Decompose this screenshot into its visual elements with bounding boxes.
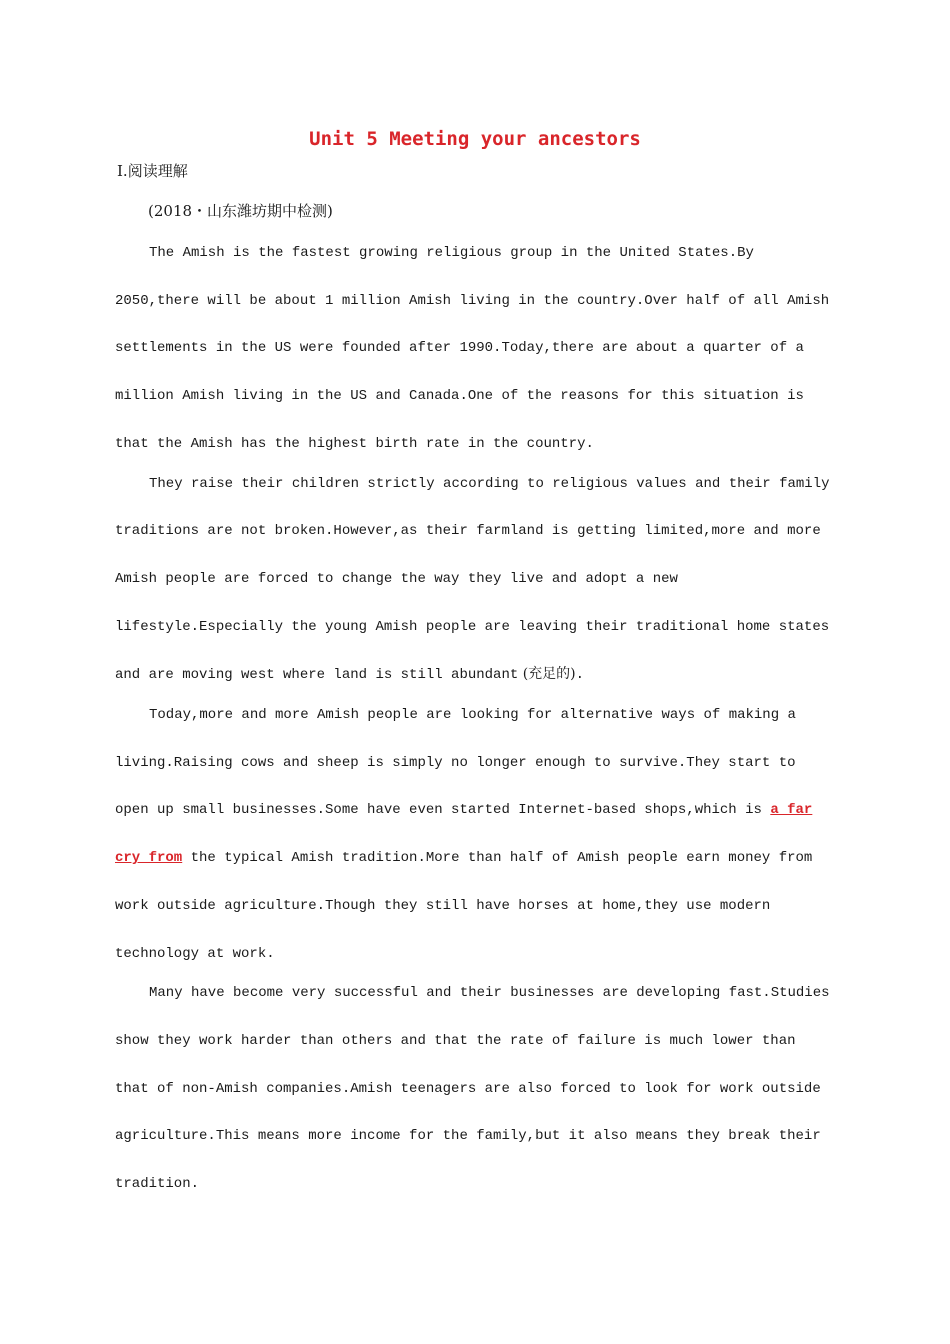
paragraph-2-text: They raise their children strictly according to religious values and their family traditions are not broken.However,as their farmland is getting limited,more and more Amish people are forced to change the way they live and adopt a new lifestyle.Especially the young Amish people are leaving their traditional home states and are moving west where land is still abundant <box>115 475 830 684</box>
paragraph-3 <box>115 692 835 978</box>
page-title: Unit 5 Meeting your ancestors <box>309 128 641 150</box>
paragraph-2 <box>115 461 835 701</box>
highlighted-phrase: a far cry from <box>115 802 813 867</box>
paragraph-2-end: . <box>575 667 585 684</box>
reading-passage <box>115 230 835 1201</box>
paragraph-3-before: Today,more and more Amish people are looking for alternative ways of making a living.Raising cows and sheep is simply no longer enough to survive.They start to open up small businesses.Some have even started Internet-based shops,which is <box>115 707 796 819</box>
paragraph-4: Many have become very successful and their businesses are developing fast.Studies show they work harder than others and that the rate of failure is much lower than that of non-Amish companies.Amish teenagers are also forced to look for work outside agriculture.This means more income for the family,but it also means they break their tradition. <box>115 985 830 1193</box>
section-heading: Ⅰ.阅读理解 <box>117 162 188 180</box>
paragraph-2-gloss: (充足的) <box>518 666 576 683</box>
paragraph-3-after: the typical Amish tradition.More than half of Amish people earn money from work outside agriculture.Though they still have horses at home,they use modern technology at work. <box>115 850 813 962</box>
paragraph-1: The Amish is the fastest growing religious group in the United States.By 2050,there will be about 1 million Amish living in the country.Over half of all Amish settlements in the US were founded after 1990.Today,there are about a quarter of a million Amish living in the US and Canada.One of the reasons for this situation is that the Amish has the highest birth rate in the country. <box>115 245 830 452</box>
source-note: (2018・山东潍坊期中检测) <box>148 202 333 220</box>
